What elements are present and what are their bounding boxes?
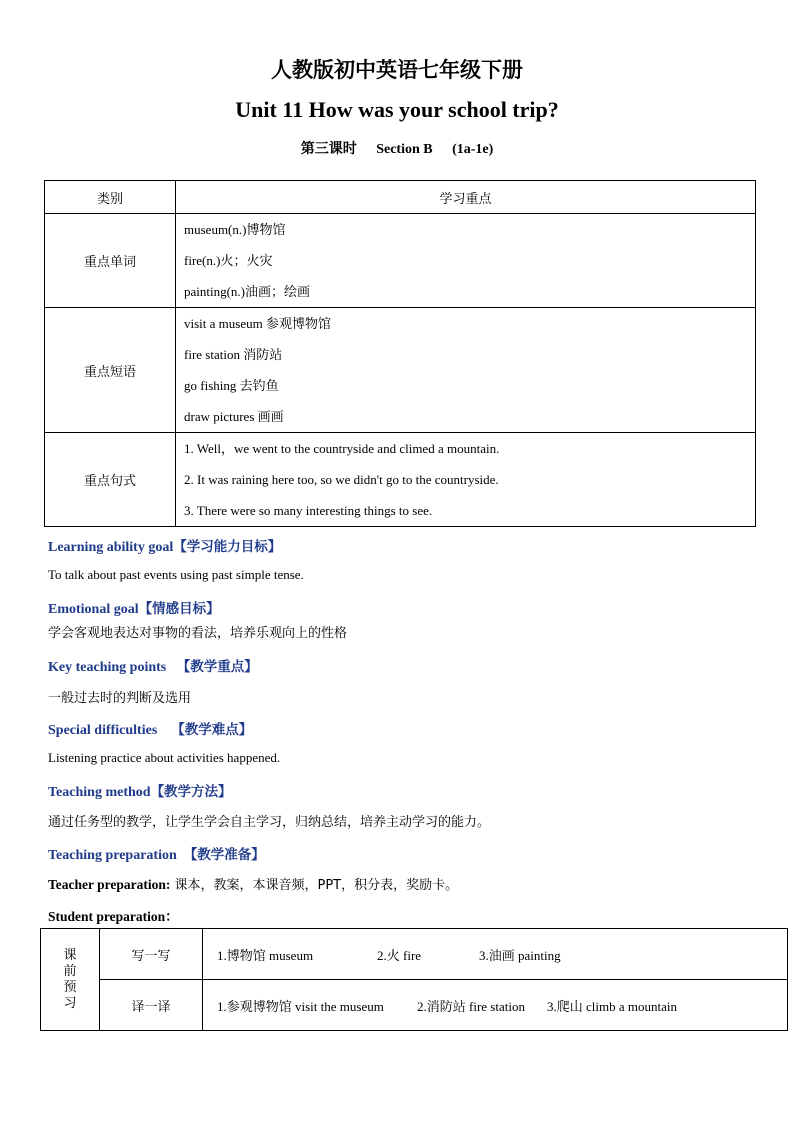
- table-header-row: [45, 181, 756, 214]
- list-item: fire station 消防站: [184, 347, 283, 362]
- preview-table: [40, 928, 788, 1031]
- heading-cn: 【学习能力目标】: [173, 539, 282, 555]
- table-row: [41, 980, 788, 1031]
- table-row-phrases: [45, 308, 756, 433]
- learning-goal-text: To talk about past events using past simple tense.: [48, 567, 304, 582]
- answer-item: 2.消防站 fire station: [417, 998, 525, 1014]
- study-focus-table: [44, 180, 756, 527]
- answer-item: 3.爬山 climb a mountain: [547, 998, 677, 1014]
- list-item: fire(n.)火；火灾: [184, 253, 273, 268]
- document-title-en: Unit 11 How was your school trip?: [235, 97, 559, 122]
- heading-en: Teaching preparation: [48, 848, 177, 863]
- difficulties-heading: [48, 718, 252, 739]
- heading-cn: 【情感目标】: [138, 601, 220, 617]
- list-item: go fishing 去钓鱼: [184, 378, 279, 393]
- emotional-goal-heading: [48, 597, 220, 618]
- table-row-sentences: [45, 433, 756, 527]
- header-category: 类别: [45, 181, 176, 214]
- method-heading: [48, 780, 232, 801]
- heading-en: Learning ability goal: [48, 540, 174, 555]
- write-answers: [203, 929, 788, 980]
- side-label-text: 课前预习: [63, 947, 77, 1011]
- key-points-heading: [48, 655, 258, 676]
- heading-en: Special difficulties: [48, 723, 158, 738]
- heading-cn: 【教学难点】: [171, 722, 253, 738]
- lesson-subtitle: [0, 138, 794, 158]
- teacher-prep-label: Teacher preparation:: [48, 877, 171, 892]
- student-preparation: [48, 905, 179, 925]
- teacher-preparation: [48, 874, 458, 893]
- sentences-list: [176, 433, 756, 527]
- key-points-text: 一般过去时的判断及选用: [48, 691, 192, 706]
- answer-item: 1.博物馆 museum: [217, 947, 314, 963]
- list-item: museum(n.)博物馆: [184, 222, 286, 237]
- emotional-goal-text: 学会客观地表达对事物的看法，培养乐观向上的性格: [48, 626, 348, 641]
- table-row-words: [45, 214, 756, 308]
- student-prep-label: Student preparation：: [48, 909, 179, 924]
- list-item: painting(n.)油画；绘画: [184, 284, 311, 299]
- list-item: draw pictures 画画: [184, 409, 284, 424]
- difficulties-text: Listening practice about activities happened.: [48, 750, 281, 765]
- lesson-section: Section B: [376, 142, 433, 157]
- category-phrases: 重点短语: [45, 308, 176, 433]
- answer-item: 3.油画 painting: [479, 947, 561, 963]
- category-sentences: 重点句式: [45, 433, 176, 527]
- teacher-prep-text: 课本，教案，本课音频，PPT，积分表，奖励卡。: [170, 878, 459, 893]
- list-item: 2. It was raining here too, so we didn't go to the countryside.: [184, 472, 499, 487]
- list-item: 1. Well，we went to the countryside and climed a mountain.: [184, 441, 500, 456]
- document-title-cn: 人教版初中英语七年级下册: [271, 58, 523, 82]
- answer-item: 1.参观博物馆 visit the museum: [217, 998, 384, 1014]
- table-row: [41, 929, 788, 980]
- lesson-range: (1a-1e): [452, 142, 494, 157]
- heading-en: Emotional goal: [48, 602, 139, 617]
- list-item: visit a museum 参观博物馆: [184, 316, 331, 331]
- phrases-list: [176, 308, 756, 433]
- method-text: 通过任务型的教学，让学生学会自主学习，归纳总结，培养主动学习的能力。: [48, 815, 491, 830]
- heading-en: Teaching method: [48, 785, 151, 800]
- preview-side-label: [41, 929, 100, 1031]
- heading-cn: 【教学方法】: [150, 784, 232, 800]
- preparation-heading: [48, 843, 265, 864]
- task-translate: 译一译: [100, 980, 203, 1031]
- category-words: 重点单词: [45, 214, 176, 308]
- list-item: 3. There were so many interesting things to see.: [184, 503, 433, 518]
- answer-item: 2.火 fire: [377, 947, 422, 963]
- task-write: 写一写: [100, 929, 203, 980]
- header-focus: 学习重点: [176, 181, 756, 214]
- heading-en: Key teaching points: [48, 660, 167, 675]
- heading-cn: 【教学重点】: [176, 659, 258, 675]
- translate-answers: [203, 980, 788, 1031]
- learning-goal-heading: [48, 535, 281, 556]
- words-list: [176, 214, 756, 308]
- heading-cn: 【教学准备】: [183, 847, 265, 863]
- lesson-number: 第三课时: [300, 142, 357, 157]
